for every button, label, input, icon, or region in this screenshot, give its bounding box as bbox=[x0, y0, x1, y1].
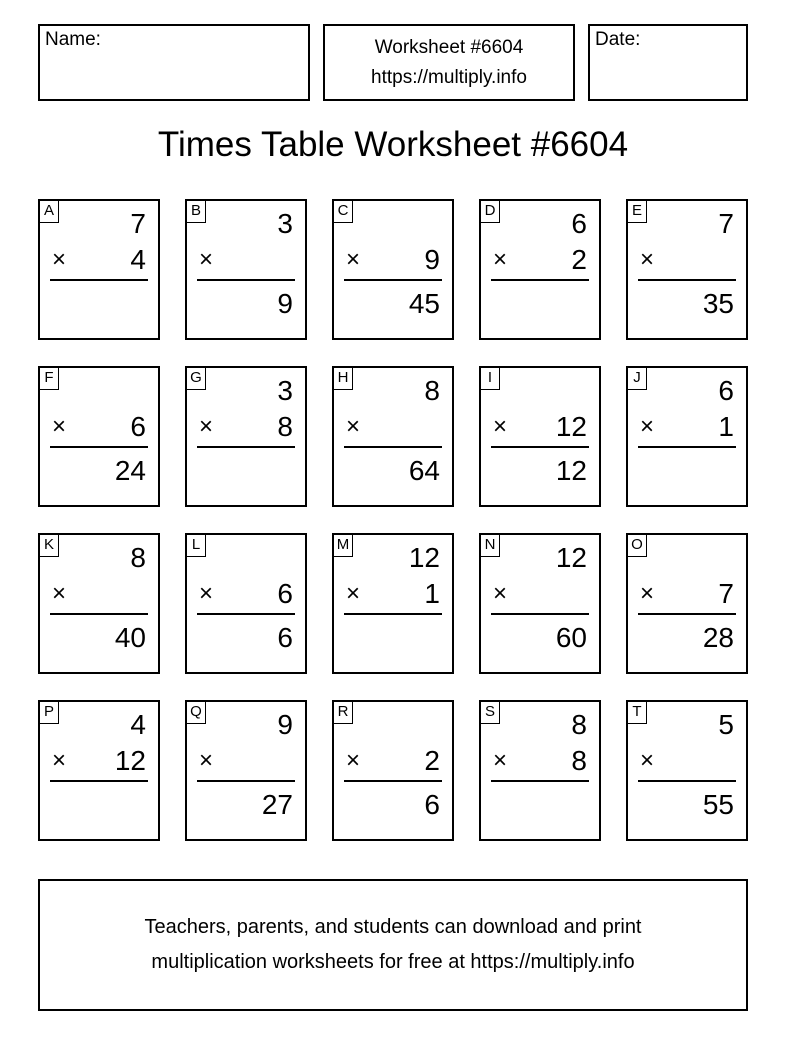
top-factor: 3 bbox=[277, 208, 293, 239]
times-symbol: × bbox=[199, 747, 214, 774]
product: 6 bbox=[424, 789, 440, 820]
product: 45 bbox=[408, 288, 440, 319]
product: 24 bbox=[114, 455, 146, 486]
problem-letter: E bbox=[628, 201, 647, 223]
worksheet-url: https://multiply.info bbox=[371, 66, 527, 88]
problem-letter: K bbox=[40, 535, 59, 557]
answer-line bbox=[50, 279, 148, 281]
problem-box[interactable] bbox=[479, 700, 601, 841]
problem-letter: Q bbox=[187, 702, 206, 724]
answer-line bbox=[344, 613, 442, 615]
times-symbol: × bbox=[346, 246, 361, 273]
problem-box[interactable] bbox=[479, 533, 601, 674]
top-factor: 8 bbox=[130, 542, 146, 573]
bottom-factor: 12 bbox=[114, 745, 146, 776]
top-factor: 9 bbox=[277, 709, 293, 740]
problem-box[interactable] bbox=[626, 700, 748, 841]
top-factor: 8 bbox=[571, 709, 587, 740]
top-factor: 3 bbox=[277, 375, 293, 406]
answer-line bbox=[50, 780, 148, 782]
answer-line bbox=[197, 279, 295, 281]
bottom-factor: 2 bbox=[424, 745, 440, 776]
top-factor: 7 bbox=[130, 208, 146, 239]
footer-note bbox=[38, 879, 748, 1011]
date-box[interactable] bbox=[588, 24, 748, 101]
times-symbol: × bbox=[640, 413, 655, 440]
times-symbol: × bbox=[346, 747, 361, 774]
answer-line bbox=[50, 446, 148, 448]
problem-letter: M bbox=[334, 535, 353, 557]
problem-box[interactable] bbox=[185, 199, 307, 340]
times-symbol: × bbox=[640, 580, 655, 607]
name-label: Name: bbox=[45, 29, 101, 50]
answer-line bbox=[197, 446, 295, 448]
top-factor: 8 bbox=[424, 375, 440, 406]
answer-line bbox=[638, 613, 736, 615]
answer-line bbox=[344, 780, 442, 782]
problem-letter: O bbox=[628, 535, 647, 557]
times-symbol: × bbox=[640, 246, 655, 273]
top-factor: 4 bbox=[130, 709, 146, 740]
problem-letter: I bbox=[481, 368, 500, 390]
product: 40 bbox=[114, 622, 146, 653]
product: 35 bbox=[702, 288, 734, 319]
problem-box[interactable] bbox=[38, 533, 160, 674]
times-symbol: × bbox=[52, 747, 67, 774]
problem-box[interactable] bbox=[479, 366, 601, 507]
worksheet-info-box bbox=[323, 24, 575, 101]
answer-line bbox=[638, 446, 736, 448]
bottom-factor: 1 bbox=[424, 578, 440, 609]
answer-line bbox=[638, 279, 736, 281]
problem-letter: R bbox=[334, 702, 353, 724]
top-factor: 7 bbox=[718, 208, 734, 239]
product: 55 bbox=[702, 789, 734, 820]
problem-box[interactable] bbox=[38, 199, 160, 340]
times-symbol: × bbox=[346, 413, 361, 440]
times-symbol: × bbox=[52, 580, 67, 607]
times-symbol: × bbox=[52, 413, 67, 440]
bottom-factor: 8 bbox=[571, 745, 587, 776]
bottom-factor: 1 bbox=[718, 411, 734, 442]
times-symbol: × bbox=[52, 246, 67, 273]
product: 6 bbox=[277, 622, 293, 653]
answer-line bbox=[344, 446, 442, 448]
top-factor: 12 bbox=[555, 542, 587, 573]
name-box[interactable] bbox=[38, 24, 310, 101]
answer-line bbox=[197, 613, 295, 615]
problem-box[interactable] bbox=[185, 700, 307, 841]
bottom-factor: 6 bbox=[130, 411, 146, 442]
times-symbol: × bbox=[493, 246, 508, 273]
problem-letter: P bbox=[40, 702, 59, 724]
problem-letter: D bbox=[481, 201, 500, 223]
answer-line bbox=[50, 613, 148, 615]
times-symbol: × bbox=[493, 413, 508, 440]
times-symbol: × bbox=[199, 580, 214, 607]
problem-letter: B bbox=[187, 201, 206, 223]
worksheet-number: Worksheet #6604 bbox=[374, 36, 524, 58]
bottom-factor: 7 bbox=[718, 578, 734, 609]
bottom-factor: 6 bbox=[277, 578, 293, 609]
problem-letter: G bbox=[187, 368, 206, 390]
problem-letter: J bbox=[628, 368, 647, 390]
answer-line bbox=[197, 780, 295, 782]
times-symbol: × bbox=[493, 580, 508, 607]
answer-line bbox=[491, 446, 589, 448]
answer-line bbox=[491, 279, 589, 281]
answer-line bbox=[491, 613, 589, 615]
problem-letter: A bbox=[40, 201, 59, 223]
answer-line bbox=[344, 279, 442, 281]
problem-letter: C bbox=[334, 201, 353, 223]
answer-line bbox=[638, 780, 736, 782]
product: 64 bbox=[408, 455, 440, 486]
times-symbol: × bbox=[640, 747, 655, 774]
problem-box[interactable] bbox=[332, 366, 454, 507]
problem-box[interactable] bbox=[38, 366, 160, 507]
problem-box[interactable] bbox=[479, 199, 601, 340]
problem-letter: N bbox=[481, 535, 500, 557]
problem-box[interactable] bbox=[332, 199, 454, 340]
problem-letter: H bbox=[334, 368, 353, 390]
answer-line bbox=[491, 780, 589, 782]
footer-line-1: Teachers, parents, and students can download and print bbox=[144, 916, 642, 938]
product: 27 bbox=[261, 789, 293, 820]
date-label: Date: bbox=[595, 29, 641, 50]
problem-box[interactable] bbox=[185, 533, 307, 674]
problem-box[interactable] bbox=[626, 533, 748, 674]
bottom-factor: 4 bbox=[130, 244, 146, 275]
times-symbol: × bbox=[199, 413, 214, 440]
product: 9 bbox=[277, 288, 293, 319]
problem-box[interactable] bbox=[185, 366, 307, 507]
bottom-factor: 12 bbox=[555, 411, 587, 442]
bottom-factor: 9 bbox=[424, 244, 440, 275]
bottom-factor: 8 bbox=[277, 411, 293, 442]
footer-line-2: multiplication worksheets for free at https://multiply.info bbox=[151, 951, 635, 973]
times-symbol: × bbox=[199, 246, 214, 273]
top-factor: 6 bbox=[571, 208, 587, 239]
bottom-factor: 2 bbox=[571, 244, 587, 275]
problem-letter: L bbox=[187, 535, 206, 557]
problem-box[interactable] bbox=[38, 700, 160, 841]
page-title: Times Table Worksheet #6604 bbox=[157, 125, 629, 164]
problem-box[interactable] bbox=[332, 533, 454, 674]
problem-box[interactable] bbox=[626, 199, 748, 340]
times-symbol: × bbox=[493, 747, 508, 774]
top-factor: 5 bbox=[718, 709, 734, 740]
problem-box[interactable] bbox=[332, 700, 454, 841]
problem-box[interactable] bbox=[626, 366, 748, 507]
top-factor: 12 bbox=[408, 542, 440, 573]
problem-letter: S bbox=[481, 702, 500, 724]
problem-letter: T bbox=[628, 702, 647, 724]
product: 60 bbox=[555, 622, 587, 653]
times-symbol: × bbox=[346, 580, 361, 607]
product: 12 bbox=[555, 455, 587, 486]
product: 28 bbox=[702, 622, 734, 653]
top-factor: 6 bbox=[718, 375, 734, 406]
problem-letter: F bbox=[40, 368, 59, 390]
